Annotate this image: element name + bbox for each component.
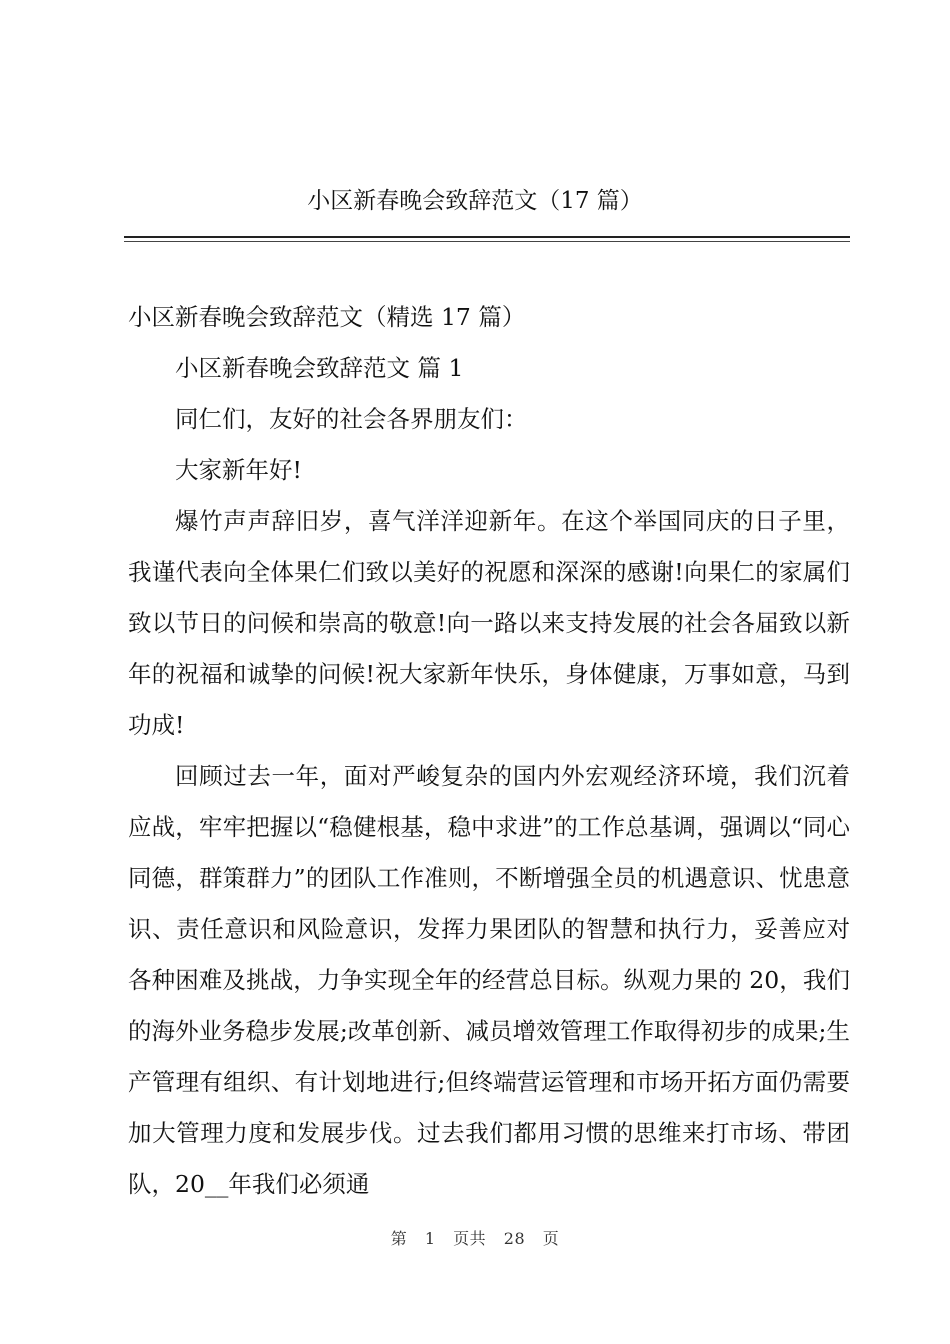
page-header-title: 小区新春晚会致辞范文（17 篇） bbox=[307, 188, 643, 214]
paragraph: 爆竹声声辞旧岁，喜气洋洋迎新年。在这个举国同庆的日子里，我谨代表向全体果仁们致以美好的祝愿和深深的感谢!向果仁的家属们致以节日的问候和崇高的敬意!向一路以来支持发展的社会各届致以新年的祝福和诚挚的问候!祝大家新年快乐，身体健康，万事如意，马到功成! bbox=[128, 507, 850, 739]
salutation: 同仁们，友好的社会各界朋友们： bbox=[175, 405, 528, 433]
document-title: 小区新春晚会致辞范文（精选 17 篇） bbox=[128, 303, 526, 331]
header-rule-thin bbox=[124, 241, 850, 242]
greeting: 大家新年好! bbox=[175, 456, 302, 484]
section-title: 小区新春晚会致辞范文 篇 1 bbox=[175, 354, 464, 382]
footer-suffix: 页 bbox=[542, 1229, 560, 1248]
page-footer bbox=[0, 1226, 950, 1249]
footer-prefix: 第 bbox=[390, 1229, 408, 1248]
footer-middle: 页共 bbox=[453, 1229, 487, 1248]
paragraph: 回顾过去一年，面对严峻复杂的国内外宏观经济环境，我们沉着应战，牢牢把握以“稳健根基，稳中求进”的工作总基调，强调以“同心同德，群策群力”的团队工作准则，不断增强全员的机遇意识、忧患意识、责任意识和风险意识，发挥力果团队的智慧和执行力，妥善应对各种困难及挑战，力争实现全年的经营总目标。纵观力果的 20，我们的海外业务稳步发展;改革创新、减员增效管理工作取得初步的成果;生产管理有组织、有计划地进行;但终端营运管理和市场开拓方面仍需要加大管理力度和发展步伐。过去我们都用习惯的思维来打市场、带团队，20__年我们必须通 bbox=[128, 762, 850, 1198]
header-rule-thick bbox=[124, 236, 850, 238]
document-body bbox=[128, 292, 850, 1210]
footer-page-number: 1 bbox=[424, 1229, 436, 1248]
footer-total-pages: 28 bbox=[503, 1229, 526, 1248]
